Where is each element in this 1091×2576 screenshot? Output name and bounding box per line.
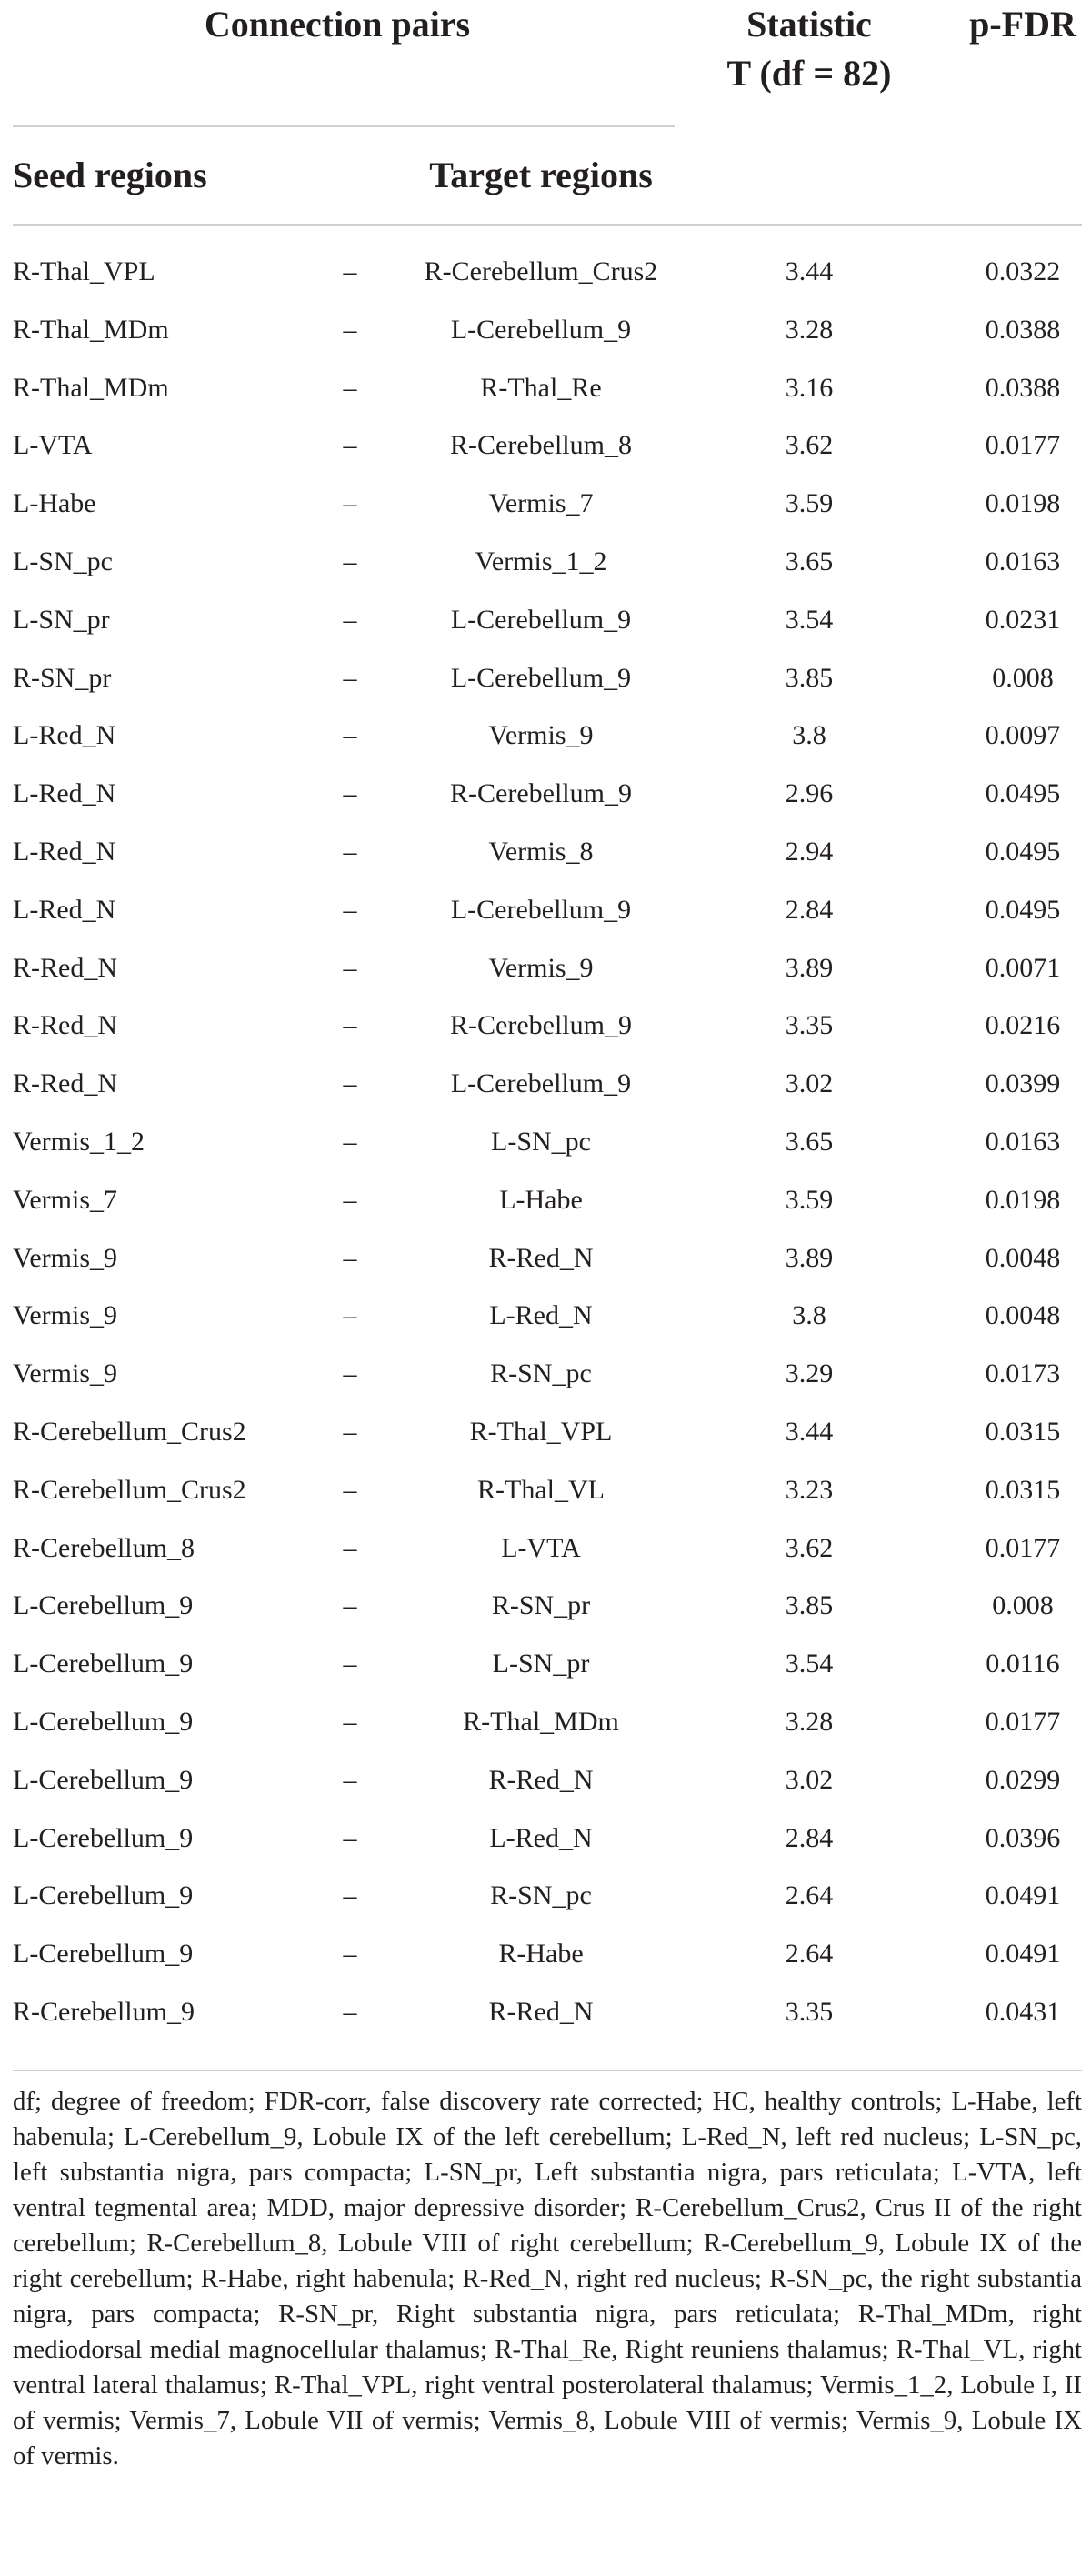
- target-region-cell: R-Thal_VL: [477, 1474, 605, 1505]
- target-region-cell: L-Cerebellum_9: [450, 314, 632, 345]
- target-region-cell: R-Red_N: [488, 1764, 594, 1795]
- target-region-cell: R-Thal_VPL: [469, 1416, 613, 1447]
- header-statistic: [691, 0, 927, 98]
- seed-region-cell: R-Cerebellum_Crus2: [13, 1416, 246, 1447]
- statistic-cell: 2.96: [785, 778, 834, 809]
- separator-dash: –: [343, 1416, 357, 1447]
- p-fdr-cell: 0.0177: [985, 1706, 1061, 1737]
- p-fdr-cell: 0.0177: [985, 430, 1061, 461]
- statistic-cell: 2.84: [785, 894, 834, 925]
- seed-region-cell: L-Red_N: [13, 836, 116, 867]
- separator-dash: –: [343, 314, 357, 345]
- separator-dash: –: [343, 488, 357, 519]
- table-footnote: df; degree of freedom; FDR-corr, false discovery rate corrected; HC, healthy controls; L-Habe, left habenula; L-Cerebellum_9, Lobule IX of the left cerebellum; L-Red_N, left red nucleus; L-SN_pc, left substantia nigra, pars compacta; L-SN_pr, Left substantia nigra, pars reticulata; L-VTA, left ventral tegmental area; MDD, major depressive disorder; R-Cerebellum_Crus2, Crus II of the right cerebellum; R-Cerebellum_8, Lobule VIII of right cerebellum; R-Cerebellum_9, Lobule IX of the right cerebellum; R-Habe, right habenula; R-Red_N, right red nucleus; R-SN_pc, the right substantia nigra, pars compacta; R-SN_pr, Right substantia nigra, pars reticulata; R-Thal_MDm, right mediodorsal medial magnocellular thalamus; R-Thal_Re, Right reuniens thalamus; R-Thal_VL, right ventral lateral thalamus; R-Thal_VPL, right ventral posterolateral thalamus; Vermis_1_2, Lobule I, II of vermis; Vermis_7, Lobule VII of vermis; Vermis_8, Lobule VIII of vermis; Vermis_9, Lobule IX of vermis.: [13, 2087, 1082, 2471]
- p-fdr-cell: 0.0315: [985, 1474, 1061, 1505]
- separator-dash: –: [343, 952, 357, 983]
- target-region-cell: R-Cerebellum_9: [450, 778, 632, 809]
- p-fdr-cell: 0.0198: [985, 1184, 1061, 1215]
- statistic-cell: 3.02: [785, 1068, 834, 1099]
- p-fdr-cell: 0.0322: [985, 256, 1061, 286]
- statistic-cell: 3.44: [785, 1416, 834, 1447]
- p-fdr-cell: 0.0177: [985, 1532, 1061, 1563]
- target-region-cell: R-SN_pc: [490, 1880, 592, 1911]
- table-row: [0, 244, 1091, 302]
- p-fdr-cell: 0.0116: [986, 1649, 1060, 1679]
- table-row: [0, 1926, 1091, 1984]
- statistic-cell: 3.8: [792, 1300, 826, 1331]
- table-row: [0, 592, 1091, 650]
- separator-dash: –: [343, 1358, 357, 1389]
- table-footer-divider: [13, 2070, 1082, 2071]
- separator-dash: –: [343, 1764, 357, 1795]
- separator-dash: –: [343, 1068, 357, 1099]
- seed-region-cell: L-Red_N: [13, 778, 116, 809]
- p-fdr-cell: 0.0173: [985, 1358, 1061, 1389]
- target-region-cell: R-Red_N: [488, 1242, 594, 1273]
- table-row: [0, 1578, 1091, 1636]
- p-fdr-cell: 0.0097: [985, 720, 1061, 751]
- separator-dash: –: [343, 1649, 357, 1679]
- seed-region-cell: R-Red_N: [13, 1068, 117, 1099]
- p-fdr-cell: 0.008: [992, 662, 1054, 693]
- statistic-cell: 3.62: [785, 430, 834, 461]
- statistic-cell: 3.65: [785, 1126, 834, 1157]
- table-row: [0, 707, 1091, 766]
- statistic-cell: 3.35: [785, 1010, 834, 1041]
- seed-region-cell: L-Cerebellum_9: [13, 1706, 194, 1737]
- p-fdr-cell: 0.0163: [985, 1126, 1061, 1157]
- table-row: [0, 1346, 1091, 1404]
- separator-dash: –: [343, 372, 357, 403]
- separator-dash: –: [343, 1822, 357, 1853]
- statistic-cell: 3.65: [785, 546, 834, 576]
- header-divider: [13, 224, 1082, 226]
- target-region-cell: R-Cerebellum_Crus2: [424, 256, 658, 286]
- statistic-cell: 3.8: [792, 720, 826, 751]
- statistic-cell: 3.16: [785, 372, 834, 403]
- statistic-cell: 2.64: [785, 1880, 834, 1911]
- statistic-cell: 3.85: [785, 1590, 834, 1621]
- target-region-cell: R-Red_N: [488, 1996, 594, 2027]
- table-row: [0, 1172, 1091, 1230]
- table-row: [0, 1984, 1091, 2042]
- p-fdr-cell: 0.0495: [985, 894, 1061, 925]
- seed-region-cell: L-Cerebellum_9: [13, 1939, 194, 1970]
- p-fdr-cell: 0.0048: [985, 1300, 1061, 1331]
- header-seed-regions: Seed regions: [13, 155, 207, 195]
- separator-dash: –: [343, 1706, 357, 1737]
- target-region-cell: L-SN_pc: [491, 1126, 591, 1157]
- seed-region-cell: L-Cerebellum_9: [13, 1822, 194, 1853]
- table-row: [0, 1636, 1091, 1694]
- seed-region-cell: R-Cerebellum_8: [13, 1532, 195, 1563]
- seed-region-cell: R-Red_N: [13, 1010, 117, 1041]
- p-fdr-cell: 0.0231: [985, 604, 1061, 635]
- p-fdr-cell: 0.0495: [985, 836, 1061, 867]
- header-divider-pairs: [13, 125, 675, 127]
- target-region-cell: L-Cerebellum_9: [450, 662, 632, 693]
- seed-region-cell: L-Red_N: [13, 894, 116, 925]
- statistic-cell: 3.59: [785, 1184, 834, 1215]
- seed-region-cell: R-Thal_MDm: [13, 372, 169, 403]
- table-row: [0, 534, 1091, 592]
- separator-dash: –: [343, 720, 357, 751]
- header-statistic-line2: T (df = 82): [726, 53, 892, 94]
- statistic-cell: 3.59: [785, 488, 834, 519]
- statistic-cell: 2.84: [785, 1822, 834, 1853]
- table-row: [0, 1114, 1091, 1172]
- seed-region-cell: L-Habe: [13, 488, 96, 519]
- seed-region-cell: Vermis_7: [13, 1184, 117, 1215]
- table-row: [0, 997, 1091, 1056]
- p-fdr-cell: 0.0431: [985, 1996, 1061, 2027]
- p-fdr-cell: 0.0216: [985, 1010, 1061, 1041]
- table-row: [0, 1288, 1091, 1346]
- p-fdr-cell: 0.0388: [985, 314, 1061, 345]
- statistic-cell: 3.28: [785, 314, 834, 345]
- seed-region-cell: R-Red_N: [13, 952, 117, 983]
- target-region-cell: R-Thal_MDm: [463, 1706, 619, 1737]
- target-region-cell: Vermis_1_2: [475, 546, 607, 576]
- separator-dash: –: [343, 1010, 357, 1041]
- statistic-cell: 3.44: [785, 256, 834, 286]
- statistic-cell: 3.28: [785, 1706, 834, 1737]
- target-region-cell: L-Red_N: [489, 1300, 593, 1331]
- target-region-cell: L-Habe: [499, 1184, 583, 1215]
- p-fdr-cell: 0.0299: [985, 1764, 1061, 1795]
- seed-region-cell: Vermis_1_2: [13, 1126, 145, 1157]
- statistic-cell: 3.54: [785, 604, 834, 635]
- statistic-cell: 3.85: [785, 662, 834, 693]
- separator-dash: –: [343, 1590, 357, 1621]
- table-row: [0, 1462, 1091, 1520]
- seed-region-cell: Vermis_9: [13, 1300, 117, 1331]
- separator-dash: –: [343, 604, 357, 635]
- statistic-cell: 2.94: [785, 836, 834, 867]
- table-row: [0, 476, 1091, 534]
- target-region-cell: R-SN_pr: [491, 1590, 591, 1621]
- separator-dash: –: [343, 1184, 357, 1215]
- separator-dash: –: [343, 1126, 357, 1157]
- p-fdr-cell: 0.0388: [985, 372, 1061, 403]
- separator-dash: –: [343, 1996, 357, 2027]
- separator-dash: –: [343, 894, 357, 925]
- seed-region-cell: R-SN_pr: [13, 662, 112, 693]
- statistic-cell: 2.64: [785, 1939, 834, 1970]
- target-region-cell: L-Red_N: [489, 1822, 593, 1853]
- header-connection-pairs: Connection pairs: [204, 4, 471, 45]
- seed-region-cell: L-Cerebellum_9: [13, 1764, 194, 1795]
- p-fdr-cell: 0.0198: [985, 488, 1061, 519]
- table-row: [0, 417, 1091, 476]
- header-statistic-line1: Statistic: [746, 4, 872, 45]
- p-fdr-cell: 0.008: [992, 1590, 1054, 1621]
- table-row: [0, 940, 1091, 998]
- table-row: [0, 360, 1091, 418]
- seed-region-cell: L-Red_N: [13, 720, 116, 751]
- p-fdr-cell: 0.0315: [985, 1416, 1061, 1447]
- target-region-cell: Vermis_9: [488, 952, 594, 983]
- seed-region-cell: L-Cerebellum_9: [13, 1880, 194, 1911]
- p-fdr-cell: 0.0495: [985, 778, 1061, 809]
- seed-region-cell: R-Thal_VPL: [13, 256, 155, 286]
- target-region-cell: R-Thal_Re: [480, 372, 602, 403]
- p-fdr-cell: 0.0071: [985, 952, 1061, 983]
- p-fdr-cell: 0.0396: [985, 1822, 1061, 1853]
- statistic-cell: 3.54: [785, 1649, 834, 1679]
- table-row: [0, 1810, 1091, 1869]
- target-region-cell: Vermis_8: [488, 836, 594, 867]
- table-row: [0, 1404, 1091, 1462]
- statistic-cell: 3.02: [785, 1764, 834, 1795]
- seed-region-cell: L-Cerebellum_9: [13, 1649, 194, 1679]
- statistic-cell: 3.62: [785, 1532, 834, 1563]
- table-row: [0, 302, 1091, 360]
- table-row: [0, 824, 1091, 882]
- p-fdr-cell: 0.0491: [985, 1939, 1061, 1970]
- seed-region-cell: R-Cerebellum_9: [13, 1996, 195, 2027]
- p-fdr-cell: 0.0491: [985, 1880, 1061, 1911]
- table-row: [0, 1694, 1091, 1752]
- target-region-cell: L-Cerebellum_9: [450, 604, 632, 635]
- statistic-cell: 3.29: [785, 1358, 834, 1389]
- p-fdr-cell: 0.0399: [985, 1068, 1061, 1099]
- statistic-cell: 3.89: [785, 952, 834, 983]
- separator-dash: –: [343, 546, 357, 576]
- header-p-fdr: p-FDR: [969, 4, 1076, 45]
- table-row: [0, 1752, 1091, 1810]
- p-fdr-cell: 0.0163: [985, 546, 1061, 576]
- seed-region-cell: L-SN_pr: [13, 604, 110, 635]
- separator-dash: –: [343, 430, 357, 461]
- seed-region-cell: R-Thal_MDm: [13, 314, 169, 345]
- target-region-cell: Vermis_9: [488, 720, 594, 751]
- target-region-cell: R-Cerebellum_9: [450, 1010, 632, 1041]
- target-region-cell: L-SN_pr: [492, 1649, 590, 1679]
- table-row: [0, 766, 1091, 824]
- target-region-cell: R-Habe: [498, 1939, 584, 1970]
- statistic-cell: 3.23: [785, 1474, 834, 1505]
- seed-region-cell: L-Cerebellum_9: [13, 1590, 194, 1621]
- separator-dash: –: [343, 256, 357, 286]
- seed-region-cell: L-SN_pc: [13, 546, 113, 576]
- separator-dash: –: [343, 662, 357, 693]
- table-row: [0, 1520, 1091, 1579]
- table-body: [0, 244, 1091, 2042]
- separator-dash: –: [343, 1300, 357, 1331]
- separator-dash: –: [343, 778, 357, 809]
- header-target-regions: Target regions: [429, 155, 653, 195]
- seed-region-cell: L-VTA: [13, 430, 93, 461]
- seed-region-cell: R-Cerebellum_Crus2: [13, 1474, 246, 1505]
- target-region-cell: L-VTA: [501, 1532, 581, 1563]
- target-region-cell: R-Cerebellum_8: [450, 430, 632, 461]
- separator-dash: –: [343, 1532, 357, 1563]
- table-row: [0, 882, 1091, 940]
- separator-dash: –: [343, 1242, 357, 1273]
- target-region-cell: L-Cerebellum_9: [450, 894, 632, 925]
- seed-region-cell: Vermis_9: [13, 1242, 117, 1273]
- p-fdr-cell: 0.0048: [985, 1242, 1061, 1273]
- statistic-cell: 3.89: [785, 1242, 834, 1273]
- seed-region-cell: Vermis_9: [13, 1358, 117, 1389]
- separator-dash: –: [343, 1880, 357, 1911]
- table-row: [0, 1056, 1091, 1114]
- table-row: [0, 1868, 1091, 1926]
- statistic-cell: 3.35: [785, 1996, 834, 2027]
- target-region-cell: R-SN_pc: [490, 1358, 592, 1389]
- separator-dash: –: [343, 1939, 357, 1970]
- separator-dash: –: [343, 836, 357, 867]
- table-row: [0, 1230, 1091, 1288]
- separator-dash: –: [343, 1474, 357, 1505]
- table-row: [0, 650, 1091, 708]
- target-region-cell: Vermis_7: [488, 488, 594, 519]
- target-region-cell: L-Cerebellum_9: [450, 1068, 632, 1099]
